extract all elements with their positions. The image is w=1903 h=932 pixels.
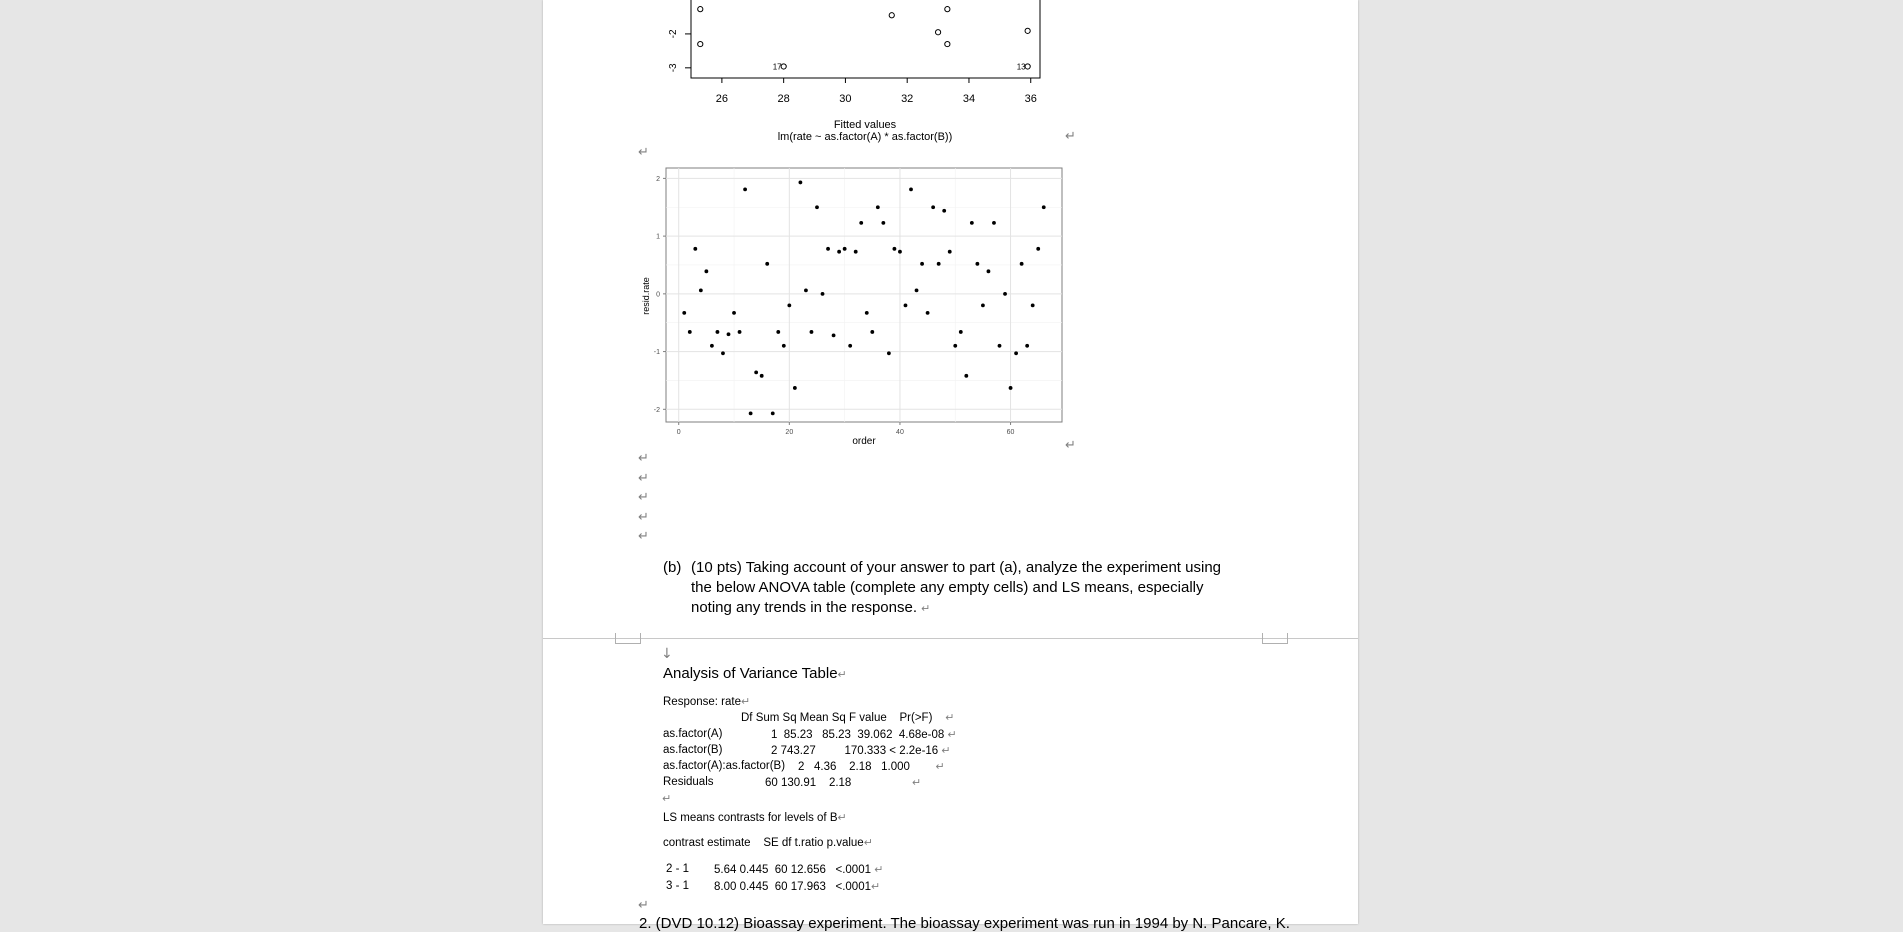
x-tick-label: 0 — [676, 429, 681, 436]
data-point — [926, 311, 930, 315]
paragraph-mark: ↵ — [921, 603, 931, 615]
data-point — [881, 221, 885, 225]
data-point — [959, 330, 963, 334]
paragraph-mark: ↵ — [945, 712, 955, 724]
anova-header — [741, 711, 954, 724]
y-tick-label: 2 — [656, 175, 660, 183]
next-question: 2. (DVD 10.12) Bioassay experiment. The bioassay experiment was run in 1994 by N. Pancare, K. — [639, 915, 1290, 932]
data-point — [787, 303, 791, 307]
data-point — [848, 344, 852, 348]
anova-row-values — [771, 744, 951, 757]
data-point — [732, 311, 736, 315]
data-point — [981, 303, 985, 307]
paragraph-mark: ↵ — [662, 792, 672, 805]
point-label: 17 — [772, 62, 782, 72]
paragraph-mark: ↵ — [638, 898, 649, 913]
data-point — [693, 247, 697, 251]
plot-frame — [691, 0, 1040, 78]
paragraph-mark: ↵ — [874, 864, 884, 876]
anova-values: 60 130.91 2.18 — [765, 777, 852, 789]
fitted-values-plot — [640, 0, 1080, 150]
data-point — [698, 7, 703, 12]
paragraph-mark: ↵ — [638, 529, 649, 544]
data-point — [798, 181, 802, 185]
data-point — [804, 288, 808, 292]
data-point — [793, 386, 797, 390]
plot-caption: lm(rate ~ as.factor(A) * as.factor(B)) — [777, 131, 953, 143]
data-point — [887, 351, 891, 355]
lsmeans-values: 8.00 0.445 60 17.963 <.0001 — [714, 881, 871, 893]
lsmeans-title-text: LS means contrasts for levels of B — [663, 812, 838, 824]
page-corner-mark — [615, 633, 641, 644]
data-point — [904, 303, 908, 307]
x-tick-label: 32 — [901, 93, 914, 105]
lsmeans-row-values — [714, 880, 880, 893]
data-point — [1031, 303, 1035, 307]
data-point — [898, 250, 902, 254]
data-point — [765, 262, 769, 266]
x-tick-label: 34 — [962, 93, 976, 105]
paragraph-mark: ↵ — [871, 881, 881, 893]
data-point — [682, 311, 686, 315]
anova-heading — [663, 665, 847, 682]
page-break-line — [543, 638, 1358, 639]
data-point — [771, 411, 775, 415]
paragraph-mark: ↵ — [638, 510, 649, 525]
lsmeans-contrast: 2 - 1 — [666, 863, 690, 875]
data-point — [837, 250, 841, 254]
paragraph-mark: ↵ — [912, 777, 922, 789]
y-tick-label: 1 — [656, 233, 660, 241]
anova-row-values — [765, 776, 921, 789]
x-axis-label: order — [852, 436, 876, 447]
paragraph-mark: ↵ — [638, 451, 649, 466]
data-point — [970, 221, 974, 225]
data-point — [854, 250, 858, 254]
paragraph-mark: ↵ — [741, 696, 751, 708]
data-point — [945, 41, 950, 46]
data-point — [749, 411, 753, 415]
paragraph-mark: ↵ — [935, 761, 945, 773]
part-label: (b) — [663, 559, 682, 576]
anova-term: as.factor(A) — [663, 728, 723, 740]
data-point — [727, 332, 731, 336]
paragraph-mark: ↵ — [941, 745, 951, 757]
data-point — [1020, 262, 1024, 266]
data-point — [876, 205, 880, 209]
data-point — [889, 13, 894, 18]
data-point — [915, 288, 919, 292]
anova-header-text: Df Sum Sq Mean Sq F value Pr(>F) — [741, 712, 933, 724]
data-point — [781, 64, 786, 69]
data-point — [909, 187, 913, 191]
data-point — [975, 262, 979, 266]
data-point — [870, 330, 874, 334]
data-point — [832, 334, 836, 338]
anova-term: as.factor(A):as.factor(B) — [663, 760, 786, 772]
data-point — [710, 344, 714, 348]
data-point — [1009, 386, 1013, 390]
residual-order-plot — [640, 160, 1080, 455]
anova-heading-text: Analysis of Variance Table — [663, 665, 838, 682]
data-point — [1025, 28, 1030, 33]
x-tick-label: 60 — [1006, 429, 1015, 436]
data-point — [782, 344, 786, 348]
anova-term: as.factor(B) — [663, 744, 723, 756]
lsmeans-title — [663, 811, 847, 824]
data-point — [1025, 64, 1030, 69]
x-tick-label: 40 — [896, 429, 904, 436]
x-tick-label: 36 — [1024, 93, 1037, 105]
data-point — [815, 205, 819, 209]
x-tick-label: 26 — [715, 93, 729, 105]
x-tick-label: 20 — [785, 429, 794, 436]
lsmeans-header-text: contrast estimate SE df t.ratio p.value — [663, 837, 864, 849]
paragraph-mark: ↵ — [638, 145, 649, 160]
anova-response — [663, 695, 750, 708]
data-point — [743, 187, 747, 191]
paragraph-mark: ↵ — [638, 471, 649, 486]
paragraph-mark: ↵ — [1065, 129, 1076, 144]
paragraph-mark: ↵ — [638, 490, 649, 505]
x-axis-label: Fitted values — [833, 119, 897, 131]
data-point — [760, 374, 764, 378]
data-point — [826, 247, 830, 251]
anova-term: Residuals — [663, 776, 714, 788]
data-point — [931, 205, 935, 209]
paragraph-mark: ↵ — [1065, 438, 1076, 453]
anova-row — [663, 776, 714, 788]
data-point — [716, 330, 720, 334]
data-point — [859, 221, 863, 225]
data-point — [935, 30, 940, 35]
y-tick-label: -2 — [668, 29, 679, 39]
data-point — [893, 247, 897, 251]
point-label: 13 — [1016, 62, 1026, 72]
page-corner-mark — [1262, 633, 1288, 644]
page-break-arrow: ↓ — [661, 646, 673, 662]
data-point — [699, 288, 703, 292]
lsmeans-row — [666, 880, 689, 892]
y-tick-label: -1 — [653, 349, 660, 357]
data-point — [1036, 247, 1040, 251]
data-point — [821, 292, 825, 296]
data-point — [920, 262, 924, 266]
data-point — [937, 262, 941, 266]
paragraph-mark: ↵ — [837, 669, 847, 681]
lsmeans-contrast: 3 - 1 — [666, 880, 690, 892]
data-point — [865, 311, 869, 315]
x-tick-label: 30 — [839, 93, 852, 105]
anova-row-values — [798, 760, 945, 773]
data-point — [992, 221, 996, 225]
y-tick-label: -2 — [653, 406, 660, 414]
paragraph-mark: ↵ — [863, 837, 873, 849]
anova-values: 2 4.36 2.18 1.000 — [798, 761, 910, 773]
y-axis-label: resid.rate — [641, 277, 651, 315]
data-point — [810, 330, 814, 334]
anova-response-text: Response: rate — [663, 696, 741, 708]
lsmeans-header — [663, 836, 873, 849]
data-point — [987, 269, 991, 273]
anova-row — [663, 760, 785, 772]
data-point — [738, 330, 742, 334]
lsmeans-values: 5.64 0.445 60 12.656 <.0001 — [714, 864, 871, 876]
paragraph-mark: ↵ — [947, 729, 957, 741]
data-point — [942, 209, 946, 213]
anova-row-values — [771, 728, 957, 741]
data-point — [1025, 344, 1029, 348]
anova-values: 1 85.23 85.23 39.062 4.68e-08 — [771, 729, 945, 741]
paragraph-mark: ↵ — [837, 812, 847, 824]
data-point — [948, 250, 952, 254]
y-tick-label: 0 — [656, 291, 660, 299]
lsmeans-row — [666, 863, 689, 875]
data-point — [721, 351, 725, 355]
y-tick-label: -3 — [668, 63, 679, 73]
data-point — [998, 344, 1002, 348]
data-point — [688, 330, 692, 334]
data-point — [704, 269, 708, 273]
data-point — [754, 370, 758, 374]
lsmeans-row-values — [714, 863, 883, 876]
data-point — [698, 41, 703, 46]
data-point — [843, 247, 847, 251]
data-point — [776, 330, 780, 334]
data-point — [1042, 205, 1046, 209]
part-text — [691, 558, 1246, 619]
data-point — [964, 374, 968, 378]
anova-values: 2 743.27 170.333 < 2.2e-16 — [771, 745, 939, 757]
data-point — [945, 7, 950, 12]
data-point — [953, 344, 957, 348]
data-point — [1014, 351, 1018, 355]
plot-panel — [666, 168, 1062, 422]
anova-row — [663, 728, 722, 740]
anova-row — [663, 744, 722, 756]
part-text-body: (10 pts) Taking account of your answer to part (a), analyze the experiment using the below ANOVA table (complete any empty cells) and LS means, especially noting any trends in the response. — [691, 559, 1222, 616]
data-point — [1003, 292, 1007, 296]
x-tick-label: 28 — [777, 93, 790, 105]
